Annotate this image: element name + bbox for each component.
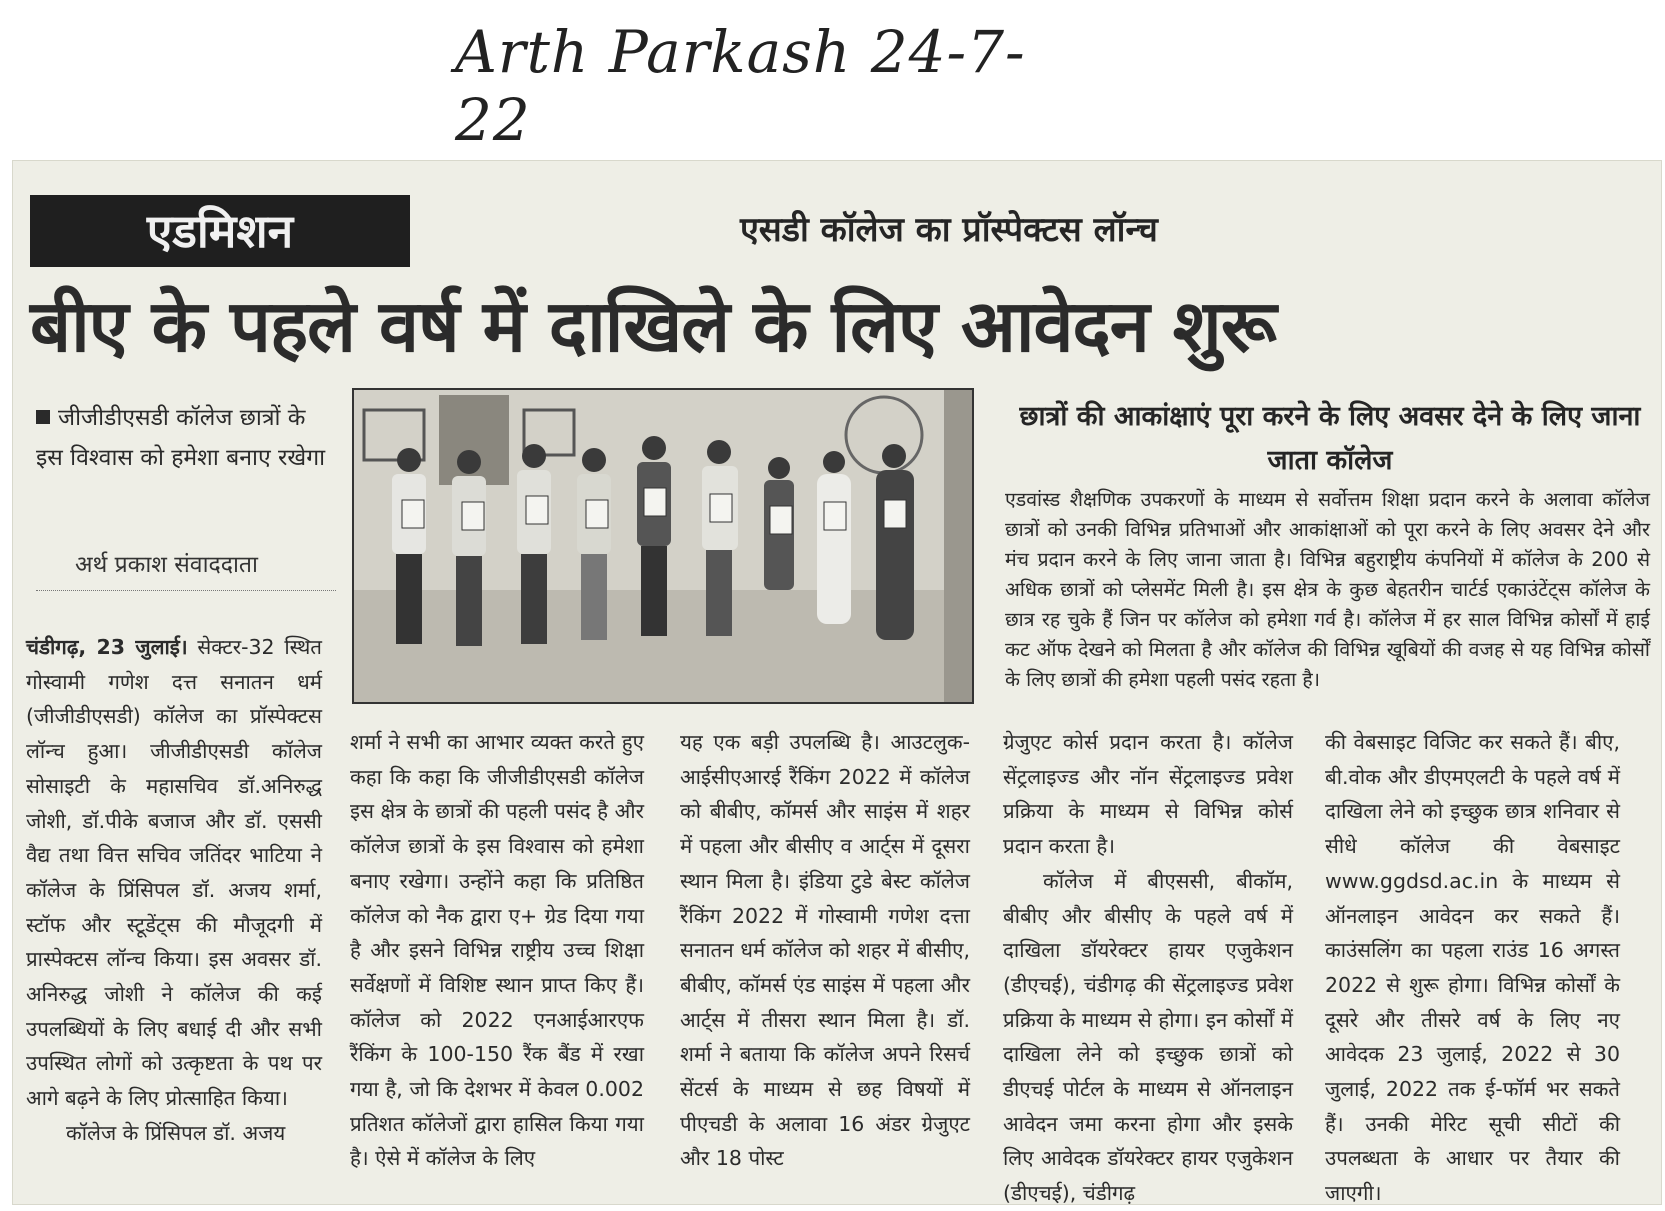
summary-blurb [36, 398, 336, 478]
column-1-text [26, 630, 322, 1116]
kicker-label: एडमिशन [30, 195, 410, 267]
photo-illustration [354, 390, 972, 702]
dateline: चंडीगढ़, 23 जुलाई। [26, 635, 188, 659]
article-column-3 [680, 725, 970, 1176]
article-column-1 [26, 630, 322, 1151]
bullet-square-icon [36, 410, 50, 424]
column-1-continuation: कॉलेज के प्रिंसिपल डॉ. अजय [66, 1120, 286, 1145]
side-headline: छात्रों की आकांक्षाएं पूरा करने के लिए अवसर देने के लिए जाना जाता कॉलेज [1019, 401, 1641, 476]
side-article-body: एडवांस्ड शैक्षणिक उपकरणों के माध्यम से सर्वोत्तम शिक्षा प्रदान करने के अलावा कॉलेज छात्रों को उनकी विभिन्न प्रतिभाओं और आकांक्षाओं को पूरा करने के लिए अवसर देने और मंच प्रदान करने के लिए जाना जाता है। विभिन्न बहुराष्ट्रीय कंपनियों में कॉलेज के 200 से अधिक छात्रों को प्लेसमेंट मिली है। इस क्षेत्र के कुछ बेहतरीन चार्टर्ड एकाउंटेंट्स कॉलेज के छात्र रह चुके हैं जिन पर कॉलेज को हमेशा गर्व है। कॉलेज में हर साल विभिन्न कोर्सों में हाई कट ऑफ देखने को मिलता है और कॉलेज की विभिन्न खूबियों की वजह से यह विभिन्न कोर्सों के लिए छात्रों की हमेशा पहली पसंद रहता है। [1005, 488, 1650, 691]
column-4-text-a: ग्रेजुएट कोर्स प्रदान करता है। कॉलेज सेंट्रलाइज्ड और नॉन सेंट्रलाइज्ड प्रवेश प्रक्रिया के माध्यम से विभिन्न कोर्स प्रदान करता है। [1003, 730, 1293, 859]
column-1-body: सेक्टर-32 स्थित गोस्वामी गणेश दत्त सनातन धर्म (जीजीडीएसडी) कॉलेज का प्रॉस्पेक्टस लॉन्च हुआ। जीजीडीएसडी कॉलेज सोसाइटी के महासचिव डॉ.अनिरुद्ध जोशी, डॉ.पीके बजाज और डॉ. एससी वैद्य तथा वित्त सचिव जतिंदर भाटिया ने कॉलेज के प्रिंसिपल डॉ. अजय शर्मा, स्टॉफ और स्टूडेंट्स की मौजूदगी में प्रास्पेक्टस लॉन्च किया। इस अवसर डॉ. अनिरुद्ध जोशी ने कॉलेज की कई उपलब्धियों के लिए बधाई दी और सभी उपस्थित लोगों को उत्कृष्टता के पथ पर आगे बढ़ने के लिए प्रोत्साहित किया। [26, 635, 322, 1111]
column-5-text: की वेबसाइट विजिट कर सकते हैं। बीए, बी.वोक और डीएमएलटी के पहले वर्ष में दाखिला लेने को इच्छुक छात्र शनिवार से सीधे कॉलेज की वेबसाइट www.ggdsd.ac.in के माध्यम से ऑनलाइन आवेदन कर सकते हैं। काउंसलिंग का पहला राउंड 16 अगस्त 2022 से शुरू होगा। विभिन्न कोर्सों के दूसरे और तीसरे वर्ष के लिए नए आवेदक 23 जुलाई, 2022 से 30 जुलाई, 2022 तक ई-फॉर्म भर सकते हैं। उनकी मेरिट सूची सीटों की उपलब्धता के आधार पर तैयार की जाएगी। [1325, 730, 1620, 1206]
article-column-5 [1325, 725, 1620, 1211]
byline: अर्थ प्रकाश संवाददाता [75, 552, 258, 578]
summary-text: जीजीडीएसडी कॉलेज छात्रों के इस विश्वास को हमेशा बनाए रखेगा [36, 405, 326, 471]
column-2-text: शर्मा ने सभी का आभार व्यक्त करते हुए कहा कि कहा कि जीजीडीएसडी कॉलेज इस क्षेत्र के छात्रों की पहली पसंद है और कॉलेज छात्रों के इस विश्वास को हमेशा बनाए रखेगा। उन्होंने कहा कि प्रतिष्ठित कॉलेज को नैक द्वारा ए+ ग्रेड दिया गया है और इसने विभिन्न राष्ट्रीय उच्च शिक्षा सर्वेक्षणों में विशिष्ट स्थान प्राप्त किए हैं। कॉलेज को 2022 एनआईआरएफ रैंकिंग के 100-150 रैंक बैंड में रखा गया है, जो कि देशभर में केवल 0.002 प्रतिशत कॉलेजों द्वारा हासिल किया गया है। ऐसे में कॉलेज के लिए [350, 730, 644, 1171]
column-4-text-b: कॉलेज में बीएससी, बीकॉम, बीबीए और बीसीए के पहले वर्ष में दाखिला डॉयरेक्टर हायर एजुकेशन (डीएचई), चंडीगढ़ की सेंट्रलाइज्ड प्रवेश प्रक्रिया के माध्यम से होगा। इन कोर्सों में दाखिला लेने को इच्छुक छात्रों को डीएचई पोर्टल के माध्यम से ऑनलाइन आवेदन जमा करना होगा और इसके लिए आवेदक डॉयरेक्टर हायर एजुकेशन (डीएचई), चंडीगढ़ [1003, 868, 1293, 1206]
event-photo [352, 388, 974, 704]
handwritten-clipping-note: Arth Parkash 24-7-22 [455, 18, 1026, 154]
article-column-2 [350, 725, 644, 1176]
headline: बीए के पहले वर्ष में दाखिले के लिए आवेदन शुरू [30, 284, 1276, 368]
column-3-text: यह एक बड़ी उपलब्धि है। आउटलुक-आईसीएआरई रैंकिंग 2022 में कॉलेज को बीबीए, कॉमर्स और साइंस में शहर में पहला और बीसीए व आर्ट्स में दूसरा स्थान मिला है। इंडिया टुडे बेस्ट कॉलेज रैंकिंग 2022 में गोस्वामी गणेश दत्ता सनातन धर्म कॉलेज को शहर में बीसीए, बीबीए, कॉमर्स एंड साइंस में पहला और आर्ट्स में तीसरा स्थान मिला है। डॉ. शर्मा ने बताया कि कॉलेज अपने रिसर्च सेंटर्स के माध्यम से छह विषयों में पीएचडी के अलावा 16 अंडर ग्रेजुएट और 18 पोस्ट [680, 730, 970, 1171]
article-column-4 [1003, 725, 1293, 1211]
sub-headline: एसडी कॉलेज का प्रॉस्पेक्टस लॉन्च [740, 210, 1158, 250]
byline-divider [36, 590, 336, 591]
